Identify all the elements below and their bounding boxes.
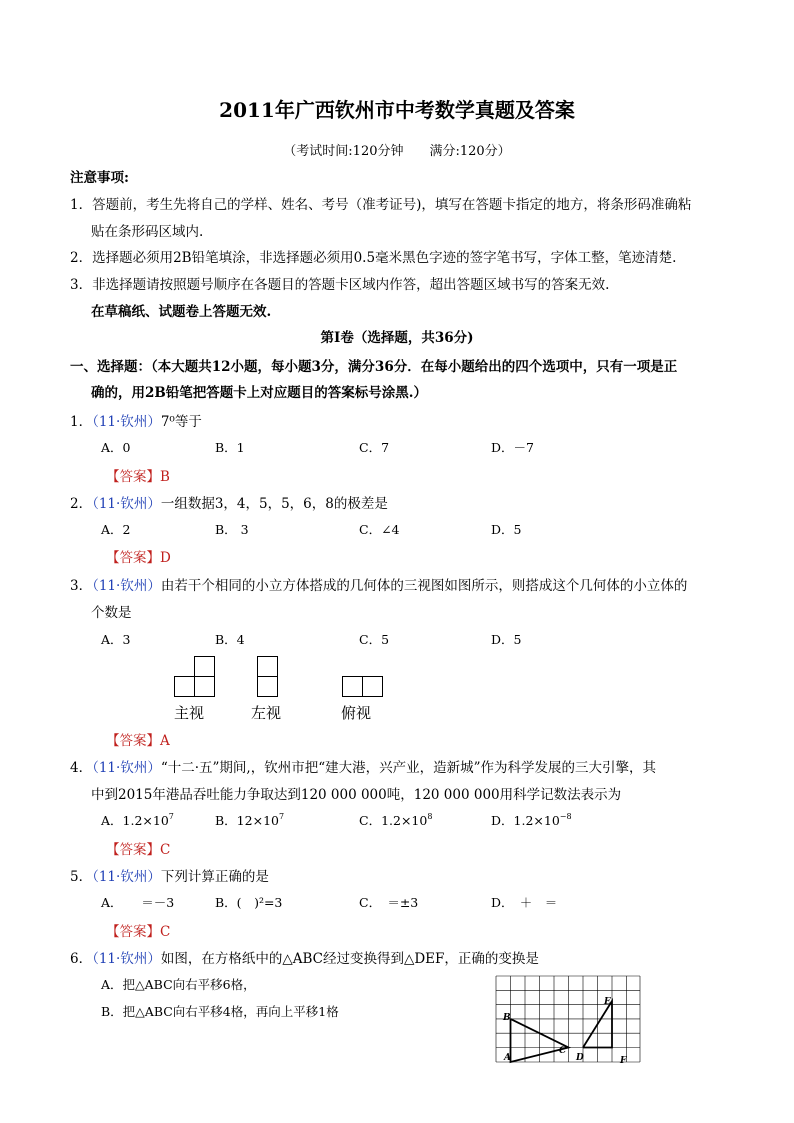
- side-view-cell: [257, 676, 278, 697]
- page-title: 2011年广西钦州市中考数学真题及答案: [219, 98, 575, 122]
- answer-value: C: [160, 924, 171, 940]
- exam-info: （考试时间:120分钟 满分:120分）: [283, 144, 511, 159]
- option-text: D．1.2×10: [491, 813, 560, 828]
- q1-option-d: D．－7: [491, 440, 534, 455]
- option-text: A．1.2×10: [101, 813, 169, 828]
- question-3-cont: 个数是: [91, 605, 132, 621]
- q2-option-b: B． 3: [215, 522, 249, 537]
- q1-option-b: B．1: [215, 440, 245, 455]
- section-description-line1: [70, 355, 677, 375]
- answer-label: 【答案】: [106, 842, 160, 858]
- q3-option-b: B．4: [215, 632, 245, 647]
- front-view-cell: [174, 676, 195, 697]
- question-4: [70, 756, 656, 776]
- grid-lines: [496, 976, 640, 1062]
- answer-label: 【答案】: [106, 924, 160, 940]
- note-1b: 贴在条形码区域内.: [91, 224, 204, 240]
- question-3: [70, 574, 687, 594]
- side-view-cell: [257, 656, 278, 677]
- source-tag: （11·钦州）: [92, 760, 161, 776]
- q1-option-c: C．7: [359, 440, 390, 455]
- question-1: [70, 410, 202, 430]
- q4-option-a: [101, 811, 174, 829]
- front-view-label: 主视: [174, 704, 205, 722]
- question-2: [70, 492, 388, 512]
- point-b-label: B: [503, 1013, 511, 1023]
- note-3: 3．非选择题请按照题号顺序在各题目的答题卡区域内作答，超出答题区域书写的答案无效.: [70, 277, 610, 293]
- top-view-label: 俯视: [341, 704, 372, 722]
- exponent: 7: [168, 812, 174, 821]
- question-number: 3．: [70, 578, 93, 594]
- point-a-label: A: [504, 1053, 511, 1063]
- answer-value: A: [160, 733, 170, 749]
- q5-option-a: A． ＝－3: [101, 895, 175, 910]
- question-6: [70, 947, 539, 967]
- option-text: B．12×10: [215, 813, 279, 828]
- q2-option-a: A．2: [101, 522, 131, 537]
- exponent: 8: [427, 812, 433, 821]
- q3-option-d: D．5: [491, 632, 522, 647]
- top-view-cell: [342, 676, 363, 697]
- source-tag: （11·钦州）: [92, 578, 161, 594]
- question-text: “十二·五”期间,，钦州市把“建大港，兴产业，造新城”作为科学发展的三大引擎，其: [160, 760, 657, 776]
- notes-heading: 注意事项:: [70, 170, 129, 186]
- q1-answer: [106, 465, 170, 485]
- source-tag: （11·钦州）: [92, 869, 161, 885]
- question-text: 由若干个相同的小立方体搭成的几何体的三视图如图所示，则搭成这个几何体的小立体的: [160, 578, 688, 594]
- answer-label: 【答案】: [106, 733, 160, 749]
- q4-option-c: [359, 811, 432, 829]
- question-number: 4．: [70, 760, 93, 776]
- question-number: 5．: [70, 869, 93, 885]
- note-4: 在草稿纸、试题卷上答题无效.: [91, 304, 272, 320]
- q3-option-c: C．5: [359, 632, 390, 647]
- question-number: 1．: [70, 414, 93, 430]
- answer-value: D: [160, 550, 171, 566]
- section-head: 一、选择题：: [70, 359, 151, 375]
- q3-answer: [106, 729, 170, 749]
- answer-label: 【答案】: [106, 550, 160, 566]
- source-tag: （11·钦州）: [92, 951, 161, 967]
- option-text: C．1.2×10: [359, 813, 428, 828]
- q3-option-a: A．3: [101, 632, 131, 647]
- top-view-cell: [362, 676, 383, 697]
- point-e-label: E: [604, 997, 611, 1007]
- q4-option-d: [491, 811, 572, 829]
- question-text: 如图，在方格纸中的△ABC经过变换得到△DEF，正确的变换是: [160, 951, 539, 967]
- side-view-label: 左视: [251, 704, 282, 722]
- front-view-cell: [194, 656, 215, 677]
- source-tag: （11·钦州）: [92, 496, 161, 512]
- question-4-cont: 中到2015年港品吞吐能力争取达到120 000 000吨，120 000 000用科学记数法表示为: [91, 787, 622, 803]
- q2-answer: [106, 546, 171, 566]
- note-1a: 1．答题前，考生先将自己的学样、姓名、考号（准考证号)，填写在答题卡指定的地方，将条形码准确粘: [70, 197, 692, 213]
- grid-figure: [494, 975, 642, 1065]
- q2-option-c: C．∠4: [359, 522, 400, 537]
- q6-option-b: B．把△ABC向右平移4格，再向上平移1格: [101, 1004, 339, 1019]
- answer-value: C: [160, 842, 171, 858]
- question-number: 2．: [70, 496, 93, 512]
- q5-answer: [106, 920, 170, 940]
- point-d-label: D: [576, 1053, 584, 1063]
- question-5: [70, 865, 269, 885]
- q4-answer: [106, 838, 170, 858]
- q5-option-c: C． ＝±3: [359, 895, 419, 910]
- q6-option-a: A．把△ABC向右平移6格，: [101, 977, 256, 992]
- answer-label: 【答案】: [106, 469, 160, 485]
- q5-option-d: D． ＋ ＝: [491, 895, 558, 910]
- question-text: 下列计算正确的是: [160, 869, 269, 885]
- q5-option-b: B．( )²=3: [215, 895, 283, 910]
- exponent: 7: [278, 812, 285, 821]
- note-2: 2．选择题必须用2B铅笔填涂，非选择题必须用0.5毫米黑色字迹的签字笔书写，字体工整，笔迹清楚.: [70, 250, 677, 266]
- point-f-label: F: [620, 1056, 627, 1065]
- q4-option-b: [215, 811, 284, 829]
- source-tag: （11·钦州）: [92, 414, 161, 430]
- section-title: 第Ⅰ卷（选择题，共36分): [320, 330, 474, 346]
- section-desc-1: （本大题共12小题，每小题3分，满分36分．在每小题给出的四个选项中，只有一项是正: [151, 359, 678, 375]
- point-c-label: C: [559, 1046, 567, 1056]
- answer-value: B: [160, 469, 170, 485]
- q1-option-a: A．0: [101, 440, 131, 455]
- question-text: 一组数据3，4，5，5，6，8的极差是: [160, 496, 388, 512]
- front-view-cell: [194, 676, 215, 697]
- question-number: 6．: [70, 951, 93, 967]
- section-desc-2: 确的，用2B铅笔把答题卡上对应题目的答案标号涂黑.）: [91, 385, 428, 401]
- question-text: 7⁰等于: [160, 414, 202, 430]
- exponent: −8: [559, 812, 572, 821]
- q2-option-d: D．5: [491, 522, 522, 537]
